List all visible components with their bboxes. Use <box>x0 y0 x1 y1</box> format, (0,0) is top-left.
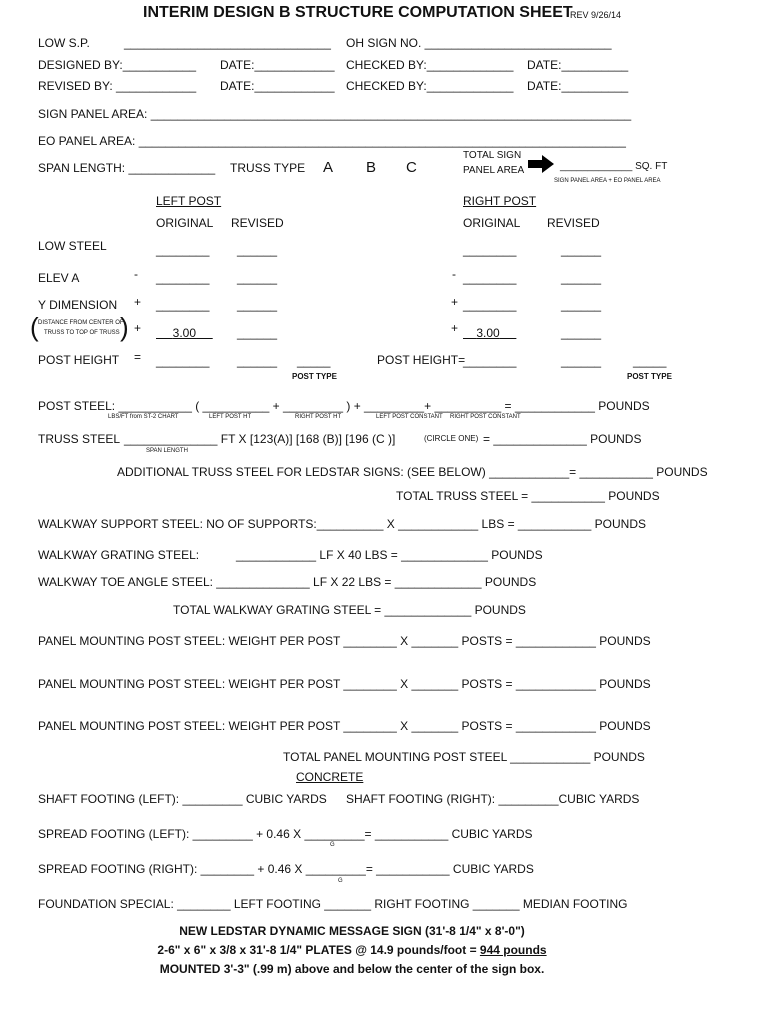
post-height-left-orig[interactable]: ________ <box>156 354 210 368</box>
low-sp-label: LOW S.P. <box>38 36 90 50</box>
revised-by-field[interactable]: REVISED BY: ____________ <box>38 79 197 93</box>
y-dim-left-orig[interactable]: ________ <box>156 298 210 312</box>
walkway-grating-row[interactable]: ____________ LF X 40 LBS = _____________ POUNDS <box>236 548 543 562</box>
elev-a-left-orig[interactable]: ________ <box>156 271 210 285</box>
post-height-right-orig[interactable]: ________ <box>463 354 517 368</box>
plus-sign: + <box>134 295 142 309</box>
elev-a-label: ELEV A <box>38 271 80 285</box>
walkway-support-row[interactable]: WALKWAY SUPPORT STEEL: NO OF SUPPORTS:__________ X ____________ LBS = ___________ POUNDS <box>38 517 647 531</box>
value-3-00: 3.00 <box>172 326 197 340</box>
post-steel-row[interactable]: POST STEEL: ___________ ( __________ + _________ ) + _________+ __________ = ____________ POUNDS <box>38 399 650 413</box>
y-dim-right-rev[interactable]: ______ <box>561 298 602 312</box>
low-steel-label: LOW STEEL <box>38 239 107 253</box>
truss-option-a[interactable]: A <box>323 159 334 176</box>
distance-note: TRUSS TO TOP OF TRUSS <box>44 330 120 336</box>
truss-option-b[interactable]: B <box>366 159 377 176</box>
sign-panel-area-field[interactable]: SIGN PANEL AREA: ________________________________________________________________________ <box>38 107 632 121</box>
elev-a-right-orig[interactable]: ________ <box>463 271 517 285</box>
ledstar-line-2 <box>157 944 546 956</box>
left-original-heading: ORIGINAL <box>156 216 214 230</box>
total-truss-steel-row[interactable]: TOTAL TRUSS STEEL = ___________ POUNDS <box>396 489 660 503</box>
g-note: G <box>330 842 335 848</box>
arrow-right-icon <box>528 155 554 173</box>
truss-depth-right-value[interactable] <box>463 327 516 339</box>
right-post-ht-note: RIGHT POST HT <box>295 414 342 420</box>
y-dim-right-orig[interactable]: ________ <box>463 298 517 312</box>
panel-mounting-row[interactable]: PANEL MOUNTING POST STEEL: WEIGHT PER POST ________ X _______ POSTS = ____________ POUNDS <box>38 634 651 648</box>
circle-one-note: (CIRCLE ONE) <box>424 434 479 443</box>
spread-footing-right-row[interactable]: SPREAD FOOTING (RIGHT): ________ + 0.46 X _________= ___________ CUBIC YARDS <box>38 862 534 876</box>
plus-sign: + <box>134 321 142 335</box>
ledstar-line-1: NEW LEDSTAR DYNAMIC MESSAGE SIGN (31'-8 1/4" x 8'-0") <box>179 924 525 938</box>
oh-sign-field[interactable]: OH SIGN NO. ____________________________ <box>346 36 612 50</box>
right-post-constant-note: RIGHT POST CONSTANT <box>450 414 521 420</box>
truss-type-label: TRUSS TYPE <box>230 161 306 175</box>
foundation-special-row[interactable]: FOUNDATION SPECIAL: ________ LEFT FOOTING _______ RIGHT FOOTING _______ MEDIAN FOOTING <box>38 897 628 911</box>
left-post-heading: LEFT POST <box>156 194 222 208</box>
ledstar-line-3: MOUNTED 3'-3" (.99 m) above and below the center of the sign box. <box>159 962 545 976</box>
eo-panel-area-field[interactable]: EO PANEL AREA: _________________________________________________________________________ <box>38 134 626 148</box>
truss-depth-left-value[interactable] <box>156 327 213 339</box>
total-sq-ft-field[interactable]: _____________ SQ. FT <box>560 161 668 172</box>
post-height-eq-label: POST HEIGHT= <box>377 353 466 367</box>
truss-steel-row[interactable]: ______________ FT X [123(A)] [168 (B)] [196 (C )] <box>124 432 396 446</box>
paren-close: ) <box>120 312 129 342</box>
value-3-00: 3.00 <box>476 326 500 340</box>
post-height-left-rev[interactable]: ______ <box>237 354 278 368</box>
minus-sign: - <box>452 267 456 281</box>
date-field[interactable]: DATE:__________ <box>527 79 629 93</box>
post-height-right-rev[interactable]: ______ <box>561 354 602 368</box>
span-length-note: SPAN LENGTH <box>146 448 188 454</box>
checked-by-field[interactable]: CHECKED BY:_____________ <box>346 79 514 93</box>
post-type-right-label: POST TYPE <box>627 372 672 381</box>
post-height-label: POST HEIGHT <box>38 353 120 367</box>
low-steel-left-rev[interactable]: ______ <box>237 243 278 257</box>
post-type-right-field[interactable]: _____ <box>633 354 667 368</box>
elev-a-right-rev[interactable]: ______ <box>561 271 602 285</box>
panel-mounting-row[interactable]: PANEL MOUNTING POST STEEL: WEIGHT PER POST ________ X _______ POSTS = ____________ POUNDS <box>38 719 651 733</box>
date-field[interactable]: DATE:__________ <box>527 58 629 72</box>
date-field[interactable]: DATE:____________ <box>220 58 335 72</box>
y-dimension-label: Y DIMENSION <box>38 298 118 312</box>
span-length-field[interactable]: SPAN LENGTH: _____________ <box>38 161 216 175</box>
ledstar-weight: 944 pounds <box>479 943 547 957</box>
truss-steel-label: TRUSS STEEL <box>38 432 121 446</box>
y-dim-left-rev[interactable]: ______ <box>237 298 278 312</box>
total-panel-mounting-row[interactable]: TOTAL PANEL MOUNTING POST STEEL ____________ POUNDS <box>283 750 645 764</box>
left-revised-heading: REVISED <box>231 216 284 230</box>
shaft-footing-right-row[interactable]: SHAFT FOOTING (RIGHT): _________CUBIC YARDS <box>346 792 640 806</box>
low-sp-field[interactable]: _______________________________ <box>124 36 331 50</box>
revision-date: REV 9/26/14 <box>570 10 622 20</box>
checked-by-field[interactable]: CHECKED BY:_____________ <box>346 58 514 72</box>
ledstar-plate-spec: 2-6" x 6" x 3/8 x 31'-8 1/4" PLATES @ 14.9 pounds/foot = <box>157 943 480 957</box>
walkway-toe-angle-row[interactable]: WALKWAY TOE ANGLE STEEL: ______________ LF X 22 LBS = _____________ POUNDS <box>38 575 537 589</box>
designed-by-field[interactable]: DESIGNED BY:___________ <box>38 58 197 72</box>
plus-sign: + <box>451 295 459 309</box>
spread-footing-left-row[interactable]: SPREAD FOOTING (LEFT): _________ + 0.46 X _________= ___________ CUBIC YARDS <box>38 827 533 841</box>
area-sum-note: SIGN PANEL AREA + EO PANEL AREA <box>554 178 661 184</box>
date-field[interactable]: DATE:____________ <box>220 79 335 93</box>
elev-a-left-rev[interactable]: ______ <box>237 271 278 285</box>
concrete-heading: CONCRETE <box>296 770 364 784</box>
walkway-grating-label: WALKWAY GRATING STEEL: <box>38 548 200 562</box>
truss-depth-right-rev[interactable]: ______ <box>561 326 602 340</box>
truss-depth-left-rev[interactable]: ______ <box>237 326 278 340</box>
total-sign-label: TOTAL SIGN <box>463 150 522 161</box>
shaft-footing-left-row[interactable]: SHAFT FOOTING (LEFT): _________ CUBIC YARDS <box>38 792 327 806</box>
panel-mounting-row[interactable]: PANEL MOUNTING POST STEEL: WEIGHT PER POST ________ X _______ POSTS = ____________ POUNDS <box>38 677 651 691</box>
right-post-heading: RIGHT POST <box>463 194 537 208</box>
post-type-left-label: POST TYPE <box>292 372 337 381</box>
left-post-constant-note: LEFT POST CONSTANT <box>376 414 443 420</box>
panel-area-label: PANEL AREA <box>463 165 525 176</box>
total-walkway-row[interactable]: TOTAL WALKWAY GRATING STEEL = _____________ POUNDS <box>173 603 526 617</box>
left-post-ht-note: LEFT POST HT <box>209 414 252 420</box>
truss-steel-pounds-field[interactable]: = ______________ POUNDS <box>483 432 642 446</box>
low-steel-right-rev[interactable]: ______ <box>561 243 602 257</box>
low-steel-right-orig[interactable]: ________ <box>463 243 517 257</box>
lbs-ft-note: LBS/FT from ST-2 CHART <box>108 414 179 420</box>
right-original-heading: ORIGINAL <box>463 216 521 230</box>
minus-sign: - <box>134 267 138 281</box>
distance-note: DISTANCE FROM CENTER OF <box>38 320 124 326</box>
low-steel-left-orig[interactable]: ________ <box>156 243 210 257</box>
plus-sign: + <box>451 321 459 335</box>
equals-sign: = <box>134 350 142 364</box>
additional-truss-steel-row[interactable]: ADDITIONAL TRUSS STEEL FOR LEDSTAR SIGNS: (SEE BELOW) ____________= ___________ POUNDS <box>117 465 708 479</box>
page-title: INTERIM DESIGN B STRUCTURE COMPUTATION SHEET <box>143 4 573 21</box>
g-note: G <box>338 878 343 884</box>
right-revised-heading: REVISED <box>547 216 600 230</box>
post-type-left-field[interactable]: _____ <box>297 354 331 368</box>
paren-open: ( <box>30 312 39 342</box>
truss-option-c[interactable]: C <box>406 159 417 176</box>
